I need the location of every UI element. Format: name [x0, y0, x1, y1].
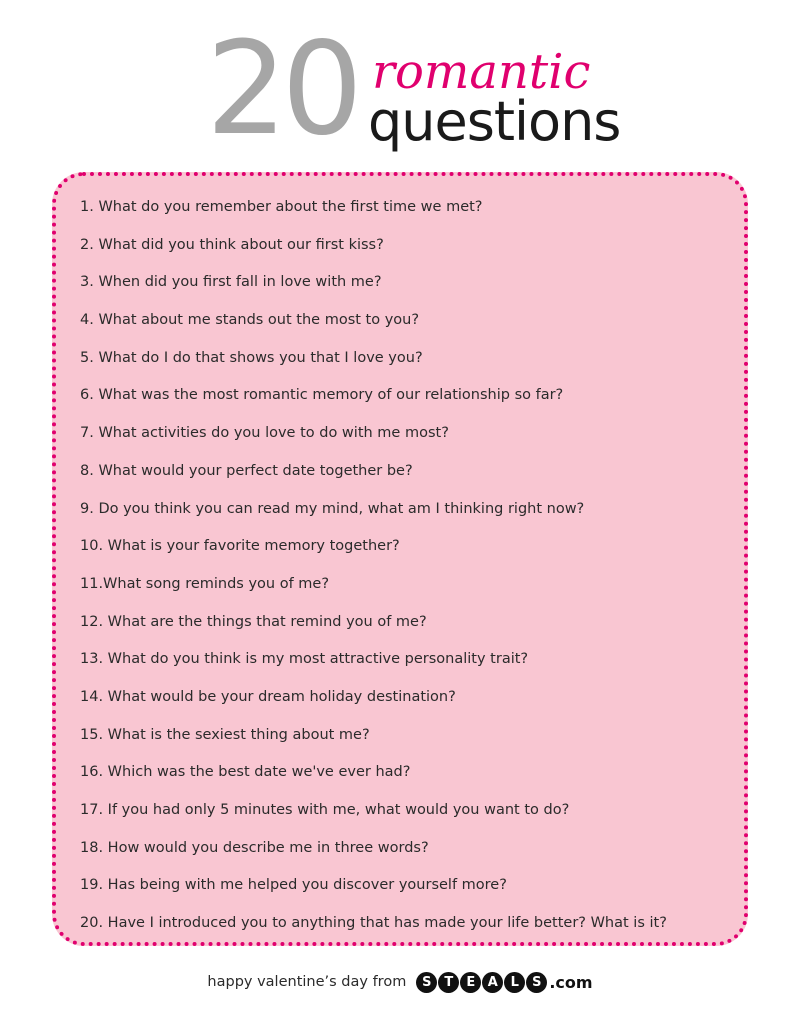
- question-item: 16. Which was the best date we've ever had?: [80, 764, 411, 781]
- question-item: 1. What do you remember about the first time we met?: [80, 199, 483, 215]
- question-item: 13. What do you think is my most attractive personality trait?: [80, 651, 529, 668]
- question-item: 12. What are the things that remind you of me?: [80, 613, 427, 630]
- title-number: 20: [206, 15, 357, 164]
- brand-logo: [416, 972, 592, 993]
- question-item: 8. What would your perfect date together be?: [80, 462, 413, 479]
- question-item: 14. What would be your dream holiday destination?: [80, 688, 456, 705]
- footer-text: happy valentine’s day from: [207, 974, 407, 990]
- brand-letter: S: [526, 972, 547, 993]
- question-item: 3. When did you first fall in love with me?: [80, 274, 382, 291]
- question-item: 19. Has being with me helped you discover yourself more?: [80, 877, 507, 894]
- brand-letter: T: [438, 972, 459, 993]
- question-item: 17. If you had only 5 minutes with me, what would you want to do?: [80, 802, 570, 818]
- brand-letter: E: [460, 972, 481, 993]
- question-item: 15. What is the sexiest thing about me?: [80, 726, 370, 743]
- brand-letter: L: [504, 972, 525, 993]
- question-item: 7. What activities do you love to do with me most?: [80, 425, 449, 442]
- question-item: 11.What song reminds you of me?: [80, 575, 330, 592]
- question-item: 20. Have I introduced you to anything that has made your life better? What is it?: [80, 915, 667, 932]
- question-item: 5. What do I do that shows you that I love you?: [80, 349, 423, 366]
- question-item: 4. What about me stands out the most to you?: [80, 312, 420, 329]
- title-questions: questions: [368, 90, 621, 153]
- question-item: 10. What is your favorite memory together?: [80, 538, 400, 555]
- footer: [0, 966, 800, 998]
- questions-list: [80, 192, 730, 946]
- question-item: 2. What did you think about our first kiss?: [80, 236, 384, 253]
- questions-card: [52, 172, 748, 946]
- brand-letter: A: [482, 972, 503, 993]
- question-item: 9. Do you think you can read my mind, what am I thinking right now?: [80, 500, 585, 517]
- question-item: 18. How would you describe me in three words?: [80, 839, 429, 856]
- question-item: 6. What was the most romantic memory of our relationship so far?: [80, 387, 564, 404]
- brand-tld: .com: [549, 972, 593, 992]
- title-romantic: romantic: [372, 44, 591, 100]
- brand-letter: S: [416, 972, 437, 993]
